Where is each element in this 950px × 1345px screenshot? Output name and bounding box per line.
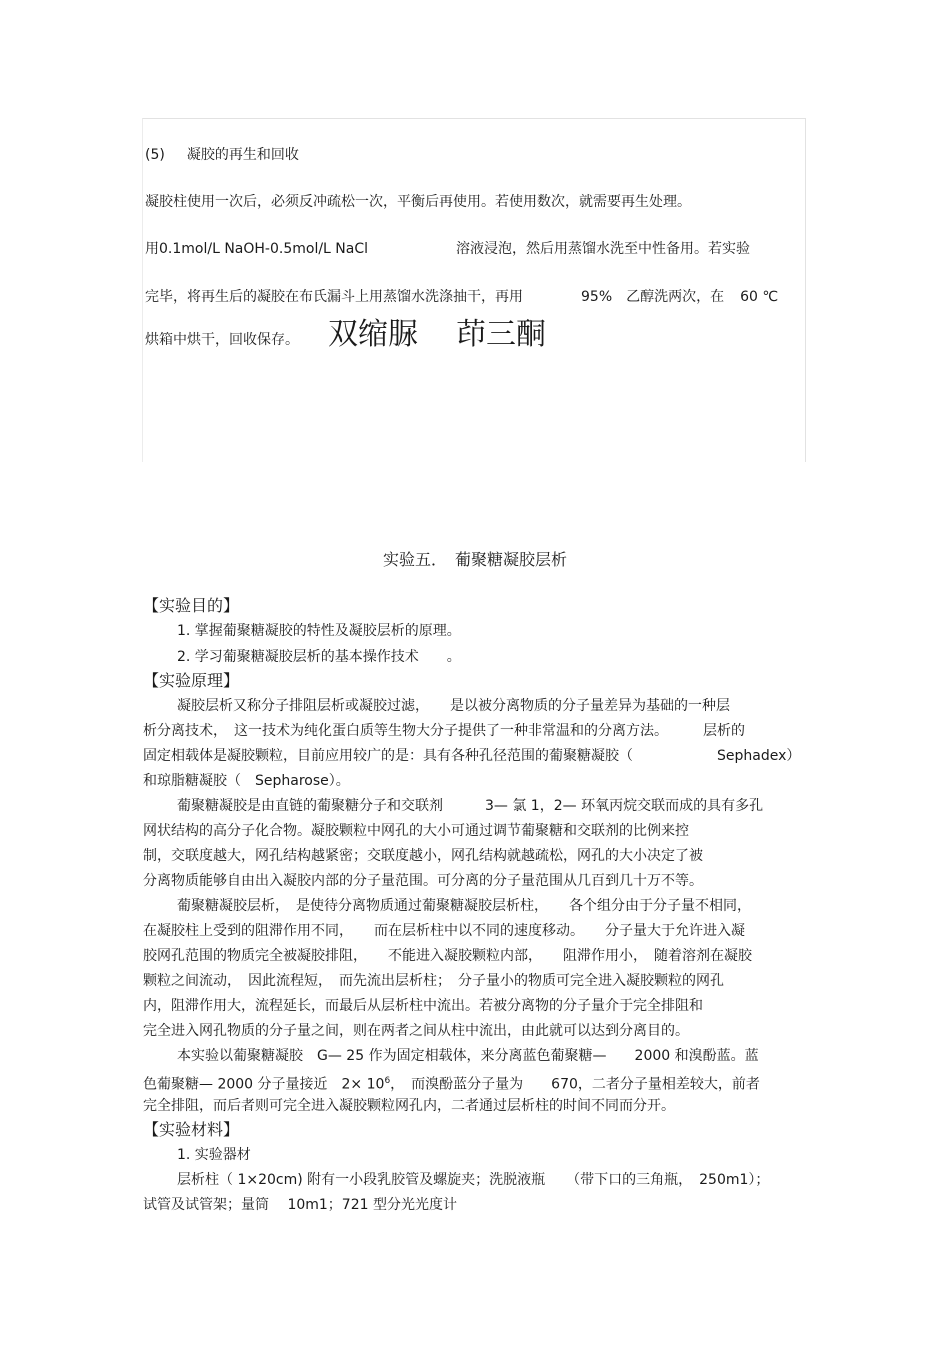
principle-line-part: ， 而溴酚蓝分子量为 670，二者分子量相差较大，前者 bbox=[390, 1076, 760, 1093]
experiment-title: 实验五． 葡聚糖凝胶层析 bbox=[382, 550, 567, 569]
regen-p1: 凝胶柱使用一次后，必须反冲疏松一次，平衡后再使用。若使用数次，就需要再生处理。 bbox=[145, 194, 691, 210]
principle-line: 网状结构的高分子化合物。凝胶颗粒中网孔的大小可通过调节葡聚糖和交联剂的比例来控 bbox=[143, 823, 689, 839]
principle-line: 制，交联度越大，网孔结构越紧密；交联度越小，网孔结构就越疏松，网孔的大小决定了被 bbox=[143, 848, 703, 864]
regen-p3-temp: 60 ℃ bbox=[740, 289, 779, 305]
section-purpose: 【实验目的】 bbox=[143, 596, 240, 615]
principle-line: 固定相载体是凝胶颗粒，目前应用较广的是：具有各种孔径范围的葡聚糖凝胶（ Sephadex） bbox=[143, 748, 801, 764]
regen-p3-percent: 95% bbox=[581, 289, 613, 305]
regen-p2 bbox=[145, 240, 750, 258]
purpose-item-2: 2. 学习葡聚糖凝胶层析的基本操作技术 。 bbox=[177, 649, 461, 665]
regen-heading bbox=[145, 146, 299, 164]
exponent: 6 bbox=[384, 1076, 391, 1086]
principle-line: 本实验以葡聚糖凝胶 G— 25 作为固定相载体，来分离蓝色葡聚糖— 2000 和溴酚蓝。蓝 bbox=[177, 1048, 759, 1064]
principle-line: 胶网孔范围的物质完全被凝胶排阻， 不能进入凝胶颗粒内部， 阻滞作用小， 随着溶剂在凝胶 bbox=[143, 948, 752, 964]
regen-p2-rest: 溶液浸泡，然后用蒸馏水洗至中性备用。若实验 bbox=[456, 241, 751, 257]
principle-line: 完全进入网孔物质的分子量之间，则在两者之间从柱中流出，由此就可以达到分离目的。 bbox=[143, 1023, 689, 1039]
regen-p3 bbox=[145, 288, 778, 306]
section-materials: 【实验材料】 bbox=[143, 1120, 240, 1139]
principle-line: 葡聚糖凝胶是由直链的葡聚糖分子和交联剂 3— 氯 1，2— 环氧丙烷交联而成的具有多孔 bbox=[177, 798, 764, 814]
principle-line: 颗粒之间流动， 因此流程短， 而先流出层析柱； 分子量小的物质可完全进入凝胶颗粒的网孔 bbox=[143, 973, 724, 989]
principle-line: 内，阻滞作用大，流程延长，而最后从层析柱中流出。若被分离物的分子量介于完全排阻和 bbox=[143, 998, 703, 1014]
regen-p2-reagent: 用0.1mol/L NaOH-0.5mol/L NaCl bbox=[145, 241, 369, 257]
big-word-biuret: 双缩脲 bbox=[328, 317, 418, 352]
principle-line: 析分离技术， 这一技术为纯化蛋白质等生物大分子提供了一种非常温和的分离方法。 层析的 bbox=[143, 723, 745, 739]
purpose-item-1: 1. 掌握葡聚糖凝胶的特性及凝胶层析的原理。 bbox=[177, 623, 461, 639]
principle-line-part: 色葡聚糖— 2000 分子量接近 2× 10 bbox=[143, 1076, 385, 1093]
regen-heading-text: 凝胶的再生和回收 bbox=[186, 147, 299, 163]
principle-line: 葡聚糖凝胶层析， 是使待分离物质通过葡聚糖凝胶层析柱， 各个组分由于分子量不相同， bbox=[177, 898, 751, 914]
materials-line: 层析柱（ 1×20cm) 附有一小段乳胶管及螺旋夹；洗脱液瓶 （带下口的三角瓶， 250m1）； bbox=[177, 1172, 770, 1188]
regen-p4: 烘箱中烘干，回收保存。 bbox=[145, 332, 299, 348]
materials-line: 试管及试管架；量筒 10m1；721 型分光光度计 bbox=[143, 1197, 457, 1213]
principle-line: 和琼脂糖凝胶（ Sepharose）。 bbox=[143, 773, 350, 789]
principle-line: 分离物质能够自由出入凝胶内部的分子量范围。可分离的分子量范围从几百到几十万不等。 bbox=[143, 873, 703, 889]
materials-item-1: 1. 实验器材 bbox=[177, 1147, 251, 1163]
regen-p3-start: 完毕，将再生后的凝胶在布氏漏斗上用蒸馏水洗涤抽干，再用 bbox=[145, 289, 523, 305]
section-principle: 【实验原理】 bbox=[143, 671, 240, 690]
principle-line: 在凝胶柱上受到的阻滞作用不同， 而在层析柱中以不同的速度移动。 分子量大于允许进入凝 bbox=[143, 923, 745, 939]
principle-line bbox=[143, 1072, 760, 1094]
regen-p3-ethanol: 乙醇洗两次，在 bbox=[626, 289, 725, 305]
regen-heading-number: (5) bbox=[145, 147, 165, 163]
big-word-ninhydrin: 茚三酮 bbox=[456, 317, 546, 352]
principle-line: 凝胶层析又称分子排阻层析或凝胶过滤， 是以被分离物质的分子量差异为基础的一种层 bbox=[177, 698, 730, 714]
principle-line: 完全排阻，而后者则可完全进入凝胶颗粒网孔内，二者通过层析柱的时间不同而分开。 bbox=[143, 1098, 675, 1114]
